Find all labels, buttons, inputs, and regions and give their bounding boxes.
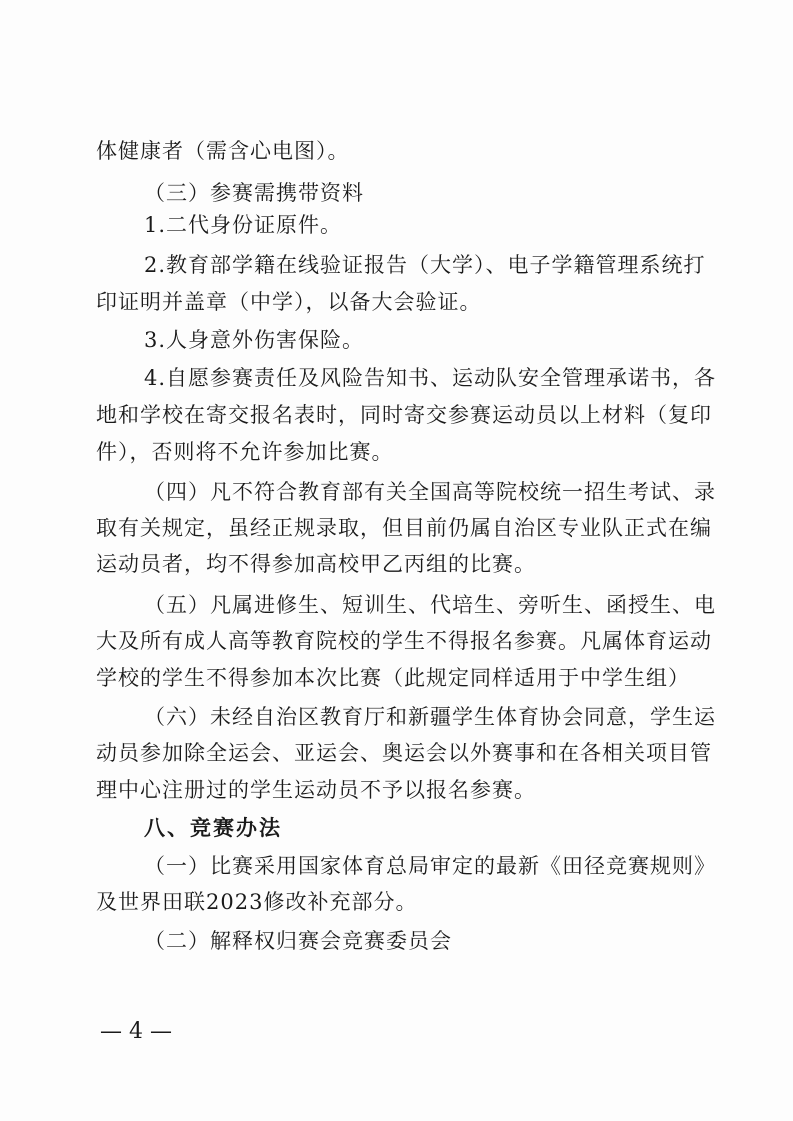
list-item: 3.人身意外伤害保险。 (144, 328, 365, 352)
section-paragraph: （六）未经自治区教育厅和新疆学生体育协会同意，学生运 (144, 705, 716, 729)
paragraph-line: 理中心注册过的学生运动员不予以报名参赛。 (96, 778, 536, 802)
section-heading: （三）参赛需携带资料 (144, 181, 364, 205)
paragraph-line: 件），否则将不允许参加比赛。 (96, 440, 394, 464)
paragraph-line: 运动员者，均不得参加高校甲乙丙组的比赛。 (96, 552, 536, 576)
list-item: 2.教育部学籍在线验证报告（大学）、电子学籍管理系统打 (144, 253, 706, 277)
section-paragraph: （五）凡属进修生、短训生、代培生、旁听生、函授生、电 (144, 593, 716, 617)
section-paragraph: （四）凡不符合教育部有关全国高等院校统一招生考试、录 (144, 480, 716, 504)
chapter-heading: 八、竞赛办法 (144, 815, 282, 840)
paragraph-line: 学校的学生不得参加本次比赛（此规定同样适用于中学生组） (96, 666, 690, 690)
paragraph-line: 大及所有成人高等教育院校的学生不得报名参赛。凡属体育运动 (96, 629, 712, 653)
list-item: 1.二代身份证原件。 (144, 213, 343, 237)
paragraph-line: 地和学校在寄交报名表时，同时寄交参赛运动员以上材料（复印 (96, 403, 712, 427)
paragraph-line: 取有关规定，虽经正规录取，但目前仍属自治区专业队正式在编 (96, 516, 712, 540)
paragraph-line: 及世界田联2023修改补充部分。 (96, 890, 418, 914)
list-item: 4.自愿参赛责任及风险告知书、运动队安全管理承诺书，各 (144, 366, 717, 390)
page-number: — 4 — (100, 1019, 172, 1044)
paragraph-line: 动员参加除全运会、亚运会、奥运会以外赛事和在各相关项目管 (96, 741, 712, 765)
section-paragraph: （一）比赛采用国家体育总局审定的最新《田径竞赛规则》 (144, 854, 716, 878)
paragraph-line: 体健康者（需含心电图）。 (96, 139, 350, 163)
section-paragraph: （二）解释权归赛会竞赛委员会 (144, 929, 452, 953)
paragraph-line: 印证明并盖章（中学），以备大会验证。 (96, 290, 482, 314)
